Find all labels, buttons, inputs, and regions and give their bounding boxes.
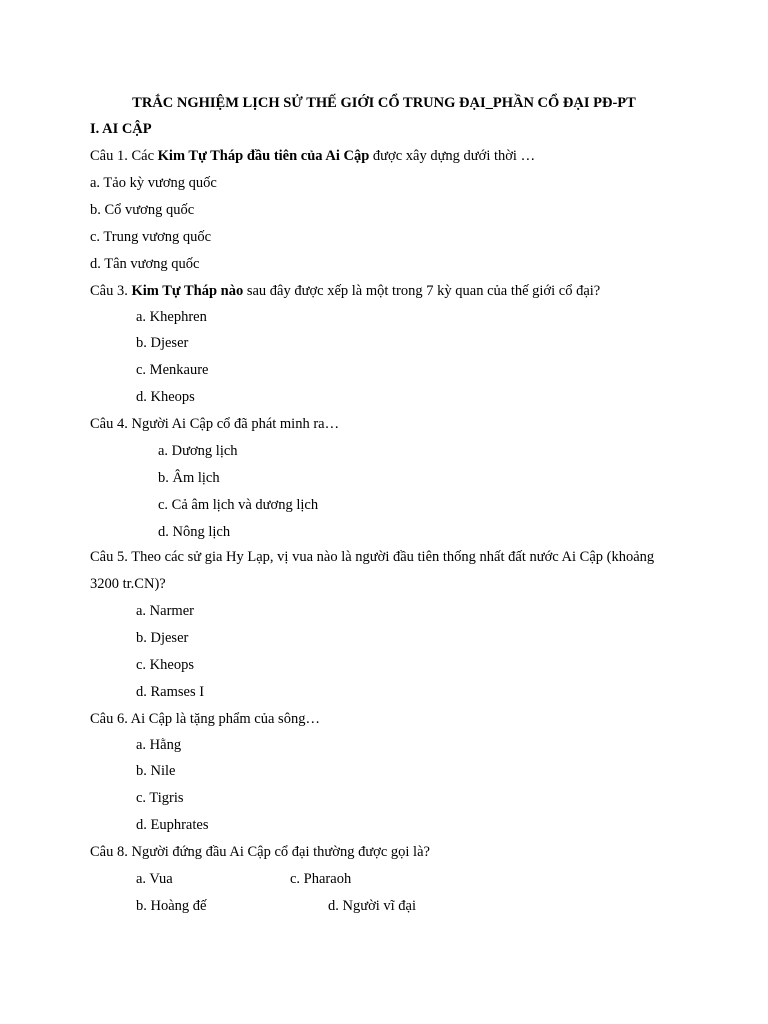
question-4-option-d: d. Nông lịch: [158, 524, 231, 540]
question-5-option-b: b. Djeser: [136, 630, 189, 646]
question-1-emphasis: Kim Tự Tháp đầu tiên của Ai Cập: [157, 148, 370, 164]
question-6-option-c: c. Tigris: [136, 790, 184, 806]
question-1-option-a: a. Tảo kỳ vương quốc: [90, 175, 217, 191]
question-6-option-d: d. Euphrates: [136, 817, 209, 833]
question-8-option-b: b. Hoàng đế: [136, 898, 207, 914]
section-heading: I. AI CẬP: [90, 121, 152, 137]
question-1-suffix: được xây dựng dưới thời …: [369, 148, 536, 164]
question-4: Câu 4. Người Ai Cập cổ đã phát minh ra…: [90, 416, 340, 432]
document-title: TRẮC NGHIỆM LỊCH SỬ THẾ GIỚI CỔ TRUNG ĐẠI_PHẦN CỔ ĐẠI PĐ-PT: [132, 95, 636, 111]
question-5-option-c: c. Kheops: [136, 657, 194, 673]
question-3-option-d: d. Kheops: [136, 389, 195, 405]
question-5-option-d: d. Ramses I: [136, 684, 205, 700]
question-3-option-c: c. Menkaure: [136, 362, 209, 378]
question-8-option-a: a. Vua: [136, 871, 173, 887]
question-1-option-d: d. Tân vương quốc: [90, 256, 200, 272]
question-1-option-c: c. Trung vương quốc: [90, 229, 212, 245]
question-1: [90, 147, 535, 165]
question-4-option-c: c. Cả âm lịch và dương lịch: [158, 497, 319, 513]
question-8: Câu 8. Người đứng đầu Ai Cập cổ đại thường được gọi là?: [90, 844, 430, 860]
question-1-prefix: Câu 1. Các: [90, 148, 158, 164]
question-5-option-a: a. Narmer: [136, 603, 194, 619]
question-3-suffix: sau đây được xếp là một trong 7 kỳ quan của thế giới cổ đại?: [243, 283, 601, 299]
question-3-emphasis: Kim Tự Tháp nào: [131, 283, 244, 299]
question-3: [90, 282, 600, 300]
question-5-line-1: Câu 5. Theo các sử gia Hy Lạp, vị vua nào là người đầu tiên thống nhất đất nước Ai Cập (khoảng: [90, 549, 655, 565]
question-3-option-b: b. Djeser: [136, 335, 189, 351]
question-6: Câu 6. Ai Cập là tặng phẩm của sông…: [90, 711, 320, 727]
question-3-option-a: a. Khephren: [136, 309, 207, 325]
question-6-option-a: a. Hằng: [136, 737, 182, 753]
question-6-option-b: b. Nile: [136, 763, 176, 779]
question-8-option-d: d. Người vĩ đại: [328, 898, 417, 914]
question-4-option-b: b. Âm lịch: [158, 470, 220, 486]
question-1-option-b: b. Cổ vương quốc: [90, 202, 195, 218]
question-5-line-2: 3200 tr.CN)?: [90, 576, 166, 592]
question-8-option-c: c. Pharaoh: [290, 871, 352, 887]
question-3-prefix: Câu 3.: [90, 283, 132, 299]
question-4-option-a: a. Dương lịch: [158, 443, 238, 459]
